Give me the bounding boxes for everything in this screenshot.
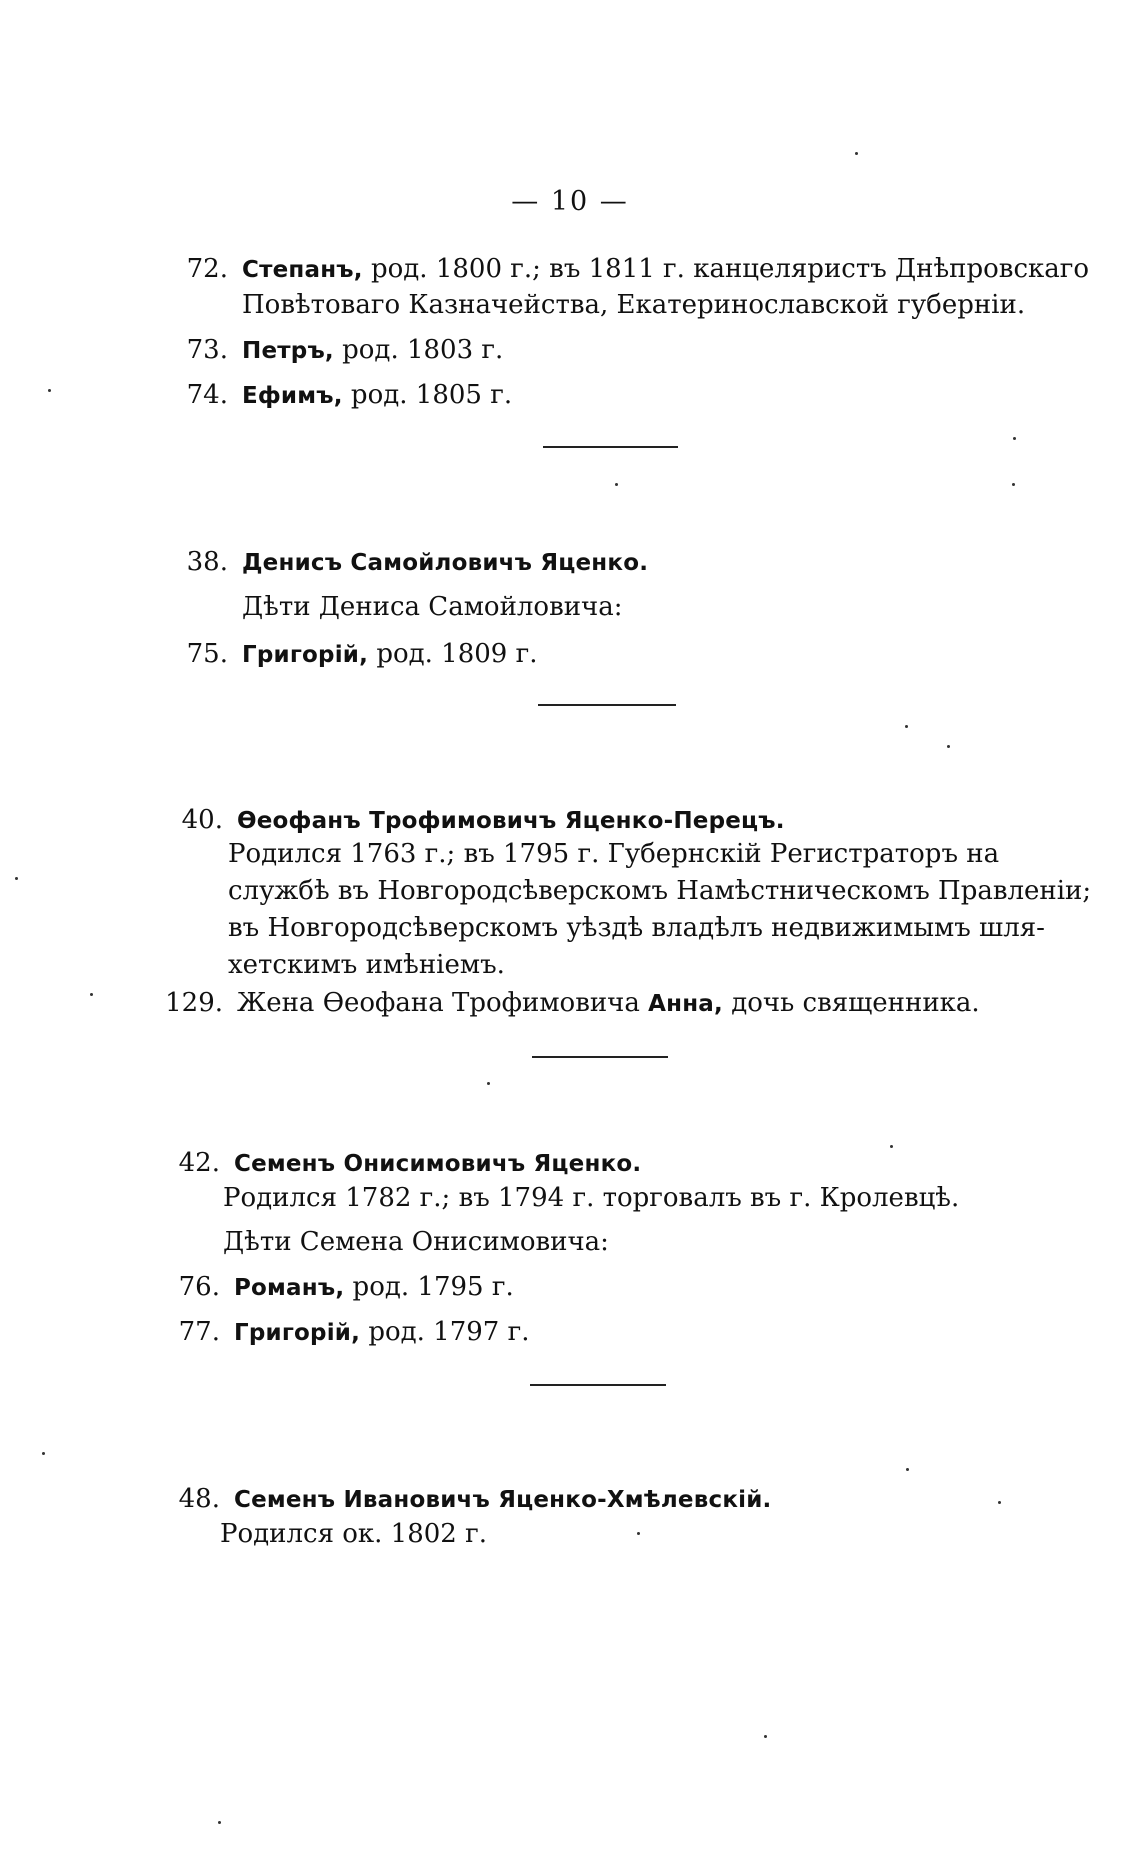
entry-text: род. 1795 г. [344,1272,514,1302]
scan-speck [42,1452,45,1455]
scan-speck [218,1821,221,1824]
children-heading: Дѣти Дениса Самойловича: [242,592,623,622]
entry-77 [160,1317,529,1348]
entry-40-text-line: въ Новгородсѣверскомъ уѣздѣ владѣлъ недвижимымъ шля- [228,913,1045,943]
entry-text: род. 1803 г. [333,335,504,365]
section-divider [543,446,678,448]
entry-72 [168,254,1089,285]
person-name: Ефимъ, [242,383,343,409]
scan-speck [764,1735,767,1738]
section-divider [532,1056,668,1058]
entry-72-continuation: Повѣтоваго Казначейства, Екатеринославской губерніи. [242,290,1026,320]
entry-text: дочь священника. [722,988,980,1018]
entry-number: 40. [181,805,223,835]
section-divider [538,704,676,706]
entry-text: род. 1800 г.; въ 1811 г. канцеляристъ Днѣпровскаго [362,254,1090,284]
entry-number: 76. [178,1272,220,1302]
entry-129 [153,988,980,1019]
scan-speck [890,1145,893,1148]
entry-text: род. 1809 г. [368,639,538,669]
person-name: Романъ, [234,1275,345,1301]
entry-38 [168,547,648,578]
person-name: Петръ, [242,338,334,364]
entry-number: 77. [178,1317,220,1347]
entry-text: род. 1797 г. [360,1317,530,1347]
entry-number: 42. [178,1148,220,1178]
entry-number: 75. [186,639,228,669]
scan-speck [15,877,18,880]
scan-speck [947,745,950,748]
scan-speck [1012,483,1015,486]
person-name: Семенъ Онисимовичъ Яценко. [234,1151,642,1177]
entry-number: 38. [186,547,228,577]
person-name: Семенъ Ивановичъ Яценко-Хмѣлевскій. [234,1487,772,1513]
section-divider [530,1384,666,1386]
person-name: Григорій, [234,1320,361,1346]
entry-text: род. 1805 г. [342,380,513,410]
entry-number: 129. [165,988,223,1018]
entry-42-text-line: Родился 1782 г.; въ 1794 г. торговалъ въ г. Кролевцѣ. [223,1183,960,1213]
entry-40-text-line: хетскимъ имѣніемъ. [228,950,505,980]
entry-48-text-line: Родился ок. 1802 г. [220,1519,487,1549]
scan-speck [615,483,618,486]
scan-speck [90,993,93,996]
person-name: Денисъ Самойловичъ Яценко. [242,550,649,576]
entry-76 [160,1272,514,1303]
scan-speck [1013,437,1016,440]
entry-number: 72. [186,254,228,284]
children-heading: Дѣти Семена Онисимовича: [223,1227,609,1257]
person-name: Өеофанъ Трофимовичъ Яценко-Перецъ. [237,808,785,834]
person-name: Степанъ, [242,257,363,283]
entry-40-text-line: Родился 1763 г.; въ 1795 г. Губернскій Регистраторъ на [228,839,1000,869]
scan-speck [637,1532,640,1535]
entry-number: 73. [186,335,228,365]
entry-number: 74. [186,380,228,410]
entry-42 [160,1148,641,1179]
scan-speck [998,1501,1001,1504]
scan-speck [906,1468,909,1471]
entry-text: Жена Өеофана Трофимовича [237,988,649,1018]
scan-speck [855,152,858,155]
scan-speck [48,389,51,392]
entry-74 [168,380,512,411]
entry-40-text-line: службѣ въ Новгородсѣверскомъ Намѣстническомъ Правленіи; [228,876,1092,906]
scan-speck [487,1082,490,1085]
person-name: Григорій, [242,642,369,668]
entry-75 [168,639,537,670]
entry-number: 48. [178,1484,220,1514]
entry-73 [168,335,503,366]
scan-speck [905,725,908,728]
page-number: — 10 — [511,186,629,217]
entry-48 [160,1484,771,1515]
person-name: Анна, [648,991,723,1017]
entry-40 [163,805,785,836]
